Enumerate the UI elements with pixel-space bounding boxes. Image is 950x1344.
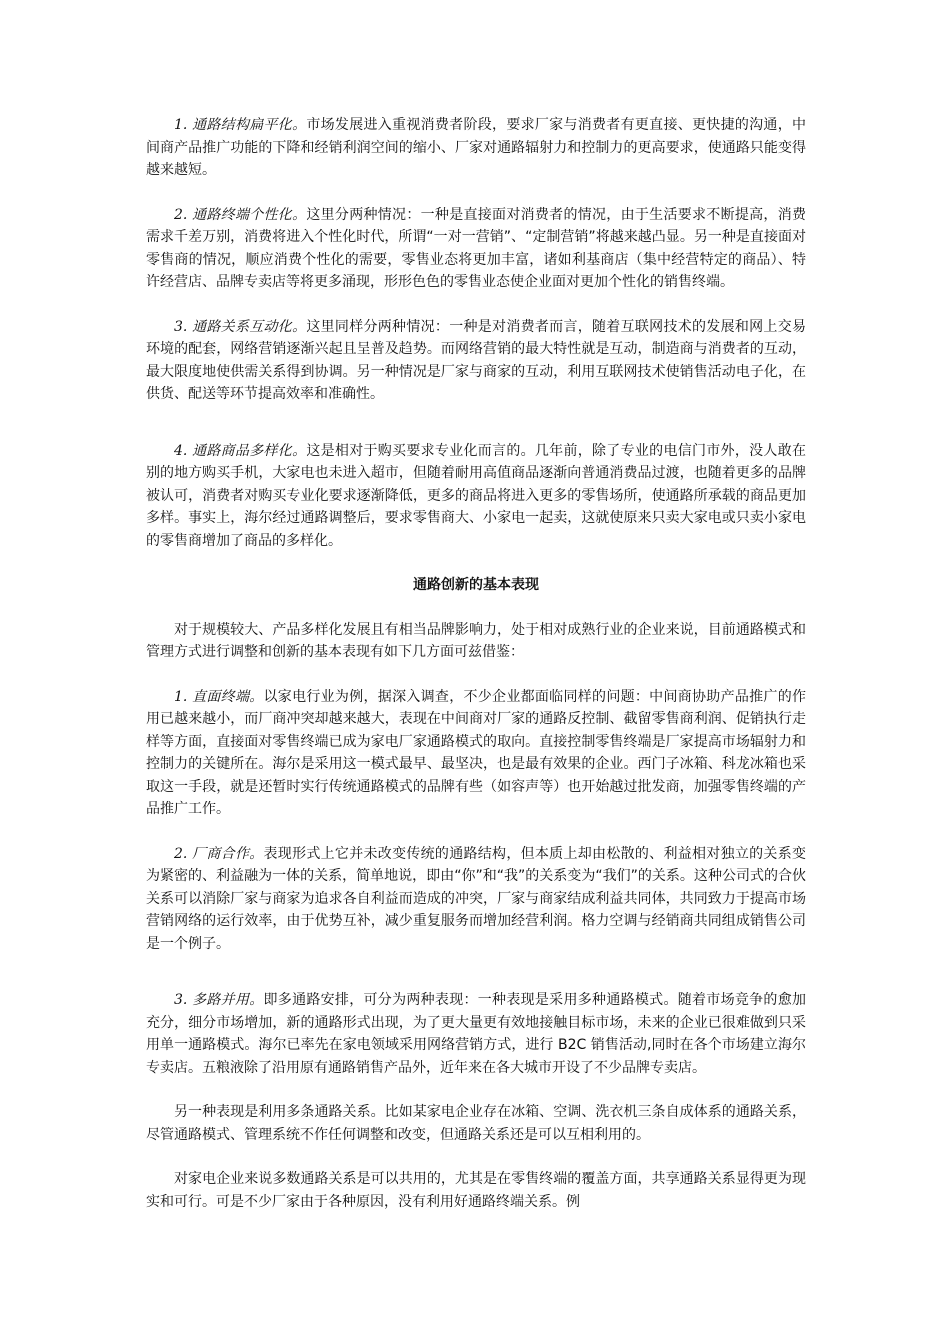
paragraph-lead: 4. 通路商品多样化。 <box>174 442 307 459</box>
paragraph-lead: 3. 通路关系互动化。 <box>174 318 307 335</box>
section-heading: 通路创新的基本表现 <box>413 577 539 593</box>
paragraph-text: 这里同样分两种情况：一种是对消费者而言，随着互联网技术的发展和网上交易环境的配套，网络营销逐渐兴起且呈普及趋势。而网络营销的最大特性就是互动，制造商与消费者的互动，最大限度地使供需关系得到协调。另一种情况是厂家与商家的互动，利用互联网技术使销售活动电子化，在供货、配送等环节提高效率和准确性。 <box>146 318 806 402</box>
paragraph-goods-diversification <box>146 440 806 553</box>
paragraph-lead: 2. 通路终端个性化。 <box>174 206 307 223</box>
paragraph-other-form: 另一种表现是利用多条通路关系。比如某家电企业存在冰箱、空调、洗衣机三条自成体系的通路关系，尽管通路模式、管理系统不作任何调整和改变，但通路关系还是可以互相利用的。 <box>146 1104 806 1143</box>
paragraph-text: 表现形式上它并未改变传统的通路结构，但本质上却由松散的、利益相对独立的关系变为紧密的、利益融为一体的关系，简单地说，即由“你”和“我”的关系变为“我们”的关系。这种公司式的合伙关系可以消除厂家与商家为追求各自利益而造成的冲突，厂家与商家结成利益共同体，共同致力于提高市场营销网络的运行效率，由于优势互补，减少重复服务而增加经营利润。格力空调与经销商共同组成销售公司是一个例子。 <box>146 845 807 952</box>
paragraph-terminal-personalization <box>146 204 806 294</box>
paragraph-lead: 1. 直面终端。 <box>174 688 264 705</box>
paragraph-text: 以家电行业为例，据深入调查，不少企业都面临同样的问题：中间商协助产品推广的作用已越来越小，而厂商冲突却越来越大，表现在中间商对厂家的通路反控制、截留零售商利润、促销执行走样等方面，直接面对零售终端已成为家电厂家通路模式的取向。直接控制零售终端是厂家提高市场辐射力和控制力的关键所在。海尔是采用这一模式最早、最坚决，也是最有效果的企业。西门子冰箱、科龙冰箱也采取这一手段，就是还暂时实行传统通路模式的品牌有些（如容声等）也开始越过批发商，加强零售终端的产品推广工作。 <box>146 688 807 817</box>
paragraph-text: 即多通路安排，可分为两种表现：一种表现是采用多种通路模式。随着市场竞争的愈加充分，细分市场增加，新的通路形式出现，为了更大量更有效地接触目标市场，未来的企业已很难做到只采用单一通路模式。海尔已率先在家电领域采用网络营销方式，进行 B2C 销售活动,同时在各个市场建立海尔专卖店。五粮液除了沿用原有通路销售产品外，近年来在各大城市开设了不少品牌专卖店。 <box>146 992 807 1076</box>
paragraph-lead: 1. 通路结构扁平化。 <box>174 117 307 133</box>
paragraph-multi-channel <box>146 989 806 1079</box>
paragraph-manufacturer-cooperation <box>146 843 806 956</box>
paragraph-lead: 2. 厂商合作。 <box>174 845 264 862</box>
paragraph-flat-structure <box>146 114 806 182</box>
document-page <box>146 114 806 1213</box>
paragraph-text: 这里分两种情况：一种是直接面对消费者的情况，由于生活要求不断提高，消费需求千差万别，消费将进入个性化时代，所谓“一对一营销”、“定制营销”将越来越凸显。另一种是直接面对零售商的情况，顺应消费个性化的需要，零售业态将更加丰富，诸如利基商店（集中经营特定的商品）、特许经营店、品牌专卖店等将更多涌现，形形色色的零售业态使企业面对更加个性化的销售终端。 <box>146 206 806 290</box>
paragraph-lead: 3. 多路并用。 <box>174 992 264 1008</box>
paragraph-relationship-interaction <box>146 316 806 406</box>
paragraph-intro: 对于规模较大、产品多样化发展且有相当品牌影响力，处于相对成熟行业的企业来说，目前通路模式和管理方式进行调整和创新的基本表现有如下几方面可兹借鉴： <box>146 621 806 660</box>
paragraph-text: 这是相对于购买要求专业化而言的。几年前，除了专业的电信门市外，没人敢在别的地方购买手机，大家电也未进入超市，但随着耐用高值商品逐渐向普通消费品过渡，也随着更多的品牌被认可，消费者对购买专业化要求逐渐降低，更多的商品将进入更多的零售场所，使通路所承载的商品更加多样。事实上，海尔经过通路调整后，要求零售商大、小家电一起卖，这就使原来只卖大家电或只卖小家电的零售商增加了商品的多样化。 <box>146 442 806 549</box>
paragraph-text: 市场发展进入重视消费者阶段，要求厂家与消费者有更直接、更快捷的沟通，中间商产品推广功能的下降和经销利润空间的缩小、厂家对通路辐射力和控制力的更高要求，使通路只能变得越来越短。 <box>146 117 806 178</box>
paragraph-shared-relations: 对家电企业来说多数通路关系是可以共用的，尤其是在零售终端的覆盖方面，共享通路关系显得更为现实和可行。可是不少厂家由于各种原因，没有利用好通路终端关系。例 <box>146 1171 806 1210</box>
paragraph-direct-terminal <box>146 686 806 821</box>
